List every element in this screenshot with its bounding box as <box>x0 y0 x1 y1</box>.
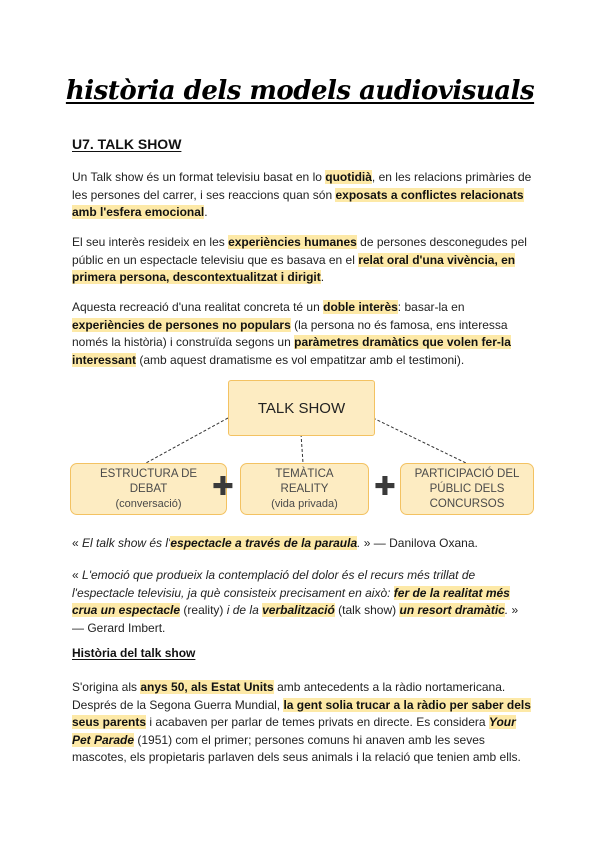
connector-left <box>146 418 228 463</box>
text: (la persona no és famosa, ens interessa només la història) i construïda segons un <box>72 317 508 349</box>
diagram-box-debate <box>70 463 227 515</box>
highlight: verbalització <box>262 603 335 617</box>
highlight: Your Pet Parade <box>72 715 516 747</box>
quote-text: L'emoció que produeix la contemplació del dolor és el recurs més trillat de l'espectacle televisiu, ja què consisteix precisament en això: <box>72 568 476 600</box>
text: « <box>72 568 83 582</box>
text: de persones desconegudes pel públic en un espectacle televisiu que es basava en el <box>72 235 527 267</box>
highlight: experiències de persones no populars <box>72 317 291 332</box>
quote-text: . <box>504 603 509 617</box>
highlight: paràmetres dramàtics que volen fer-la interessant <box>72 335 511 367</box>
highlight: espectacle a través de la paraula <box>170 536 358 550</box>
page-title: història dels models audiovisuals <box>65 76 535 106</box>
text: i acabaven per parlar de temes privats en directe. Es considera <box>146 715 489 729</box>
connector-center <box>301 434 303 463</box>
connector-right <box>373 418 466 463</box>
highlight: experiències humanes <box>228 235 357 249</box>
diagram-box-audience <box>400 463 534 515</box>
text: Un Talk show és un format televisiu basat en lo <box>72 170 326 184</box>
quote-text: . <box>357 536 361 550</box>
quote-author: » — Danilova Oxana. <box>360 536 478 550</box>
highlight: exposats a conflictes relacionats amb l'esfera emocional <box>72 187 524 219</box>
box-line: REALITY <box>280 482 329 495</box>
text: . <box>320 270 325 284</box>
text: (1951) com el primer; persones comuns hi anaven amb les seves mascotes, els propietaris parlaven dels seus animals i la relació que tenien amb ells. <box>72 732 521 764</box>
text: « <box>72 536 83 550</box>
diagram-box-reality <box>240 463 369 515</box>
highlight: la gent solia trucar a la ràdio per saber dels seus parents <box>72 697 531 729</box>
text: amb antecedents a la ràdio nortamericana. Després de la Segona Guerra Mundial, <box>72 680 506 712</box>
highlight: quotidià <box>325 170 372 184</box>
paragraph-interest <box>72 234 532 287</box>
quote-oxana <box>72 535 532 553</box>
quote-author: » — Gerard Imbert. <box>72 603 519 635</box>
plus-icon: ✚ <box>374 471 396 501</box>
diagram-center-box <box>228 380 375 436</box>
text: Aquesta recreació d'una realitat concreta té un <box>72 300 324 314</box>
box-line: CONCURSOS <box>429 497 505 510</box>
unit-heading: U7. TALK SHOW <box>72 136 182 152</box>
highlight: fer de la realitat més crua un espectacle <box>72 585 510 617</box>
text: (amb aquest dramatisme es vol empatitzar amb el testimoni). <box>136 352 465 367</box>
box-line: PARTICIPACIÓ DEL <box>414 467 520 480</box>
quote-text: i de la <box>226 603 263 617</box>
highlight: doble interès <box>323 300 398 314</box>
box-line: ESTRUCTURA DE <box>99 467 198 480</box>
quote-imbert <box>72 567 532 637</box>
paragraph-definition <box>72 169 532 222</box>
box-line: (vida privada) <box>271 497 338 510</box>
highlight: anys 50, als Estat Units <box>140 680 274 694</box>
text: (reality) <box>180 603 227 617</box>
paragraph-recreation <box>72 299 532 369</box>
plus-icon: ✚ <box>212 471 234 501</box>
highlight: relat oral d'una vivència, en primera persona, descontextualitzat i dirigit <box>72 252 516 284</box>
quote-text: El talk show és l' <box>82 536 171 550</box>
section-heading: Història del talk show <box>72 646 196 660</box>
text: El seu interès resideix en les <box>72 235 229 249</box>
text: . <box>204 205 208 219</box>
box-line: (conversació) <box>115 497 182 510</box>
diagram-center-label: TALK SHOW <box>257 399 346 417</box>
talk-show-diagram <box>66 380 536 520</box>
text: : basar-la en <box>397 300 465 314</box>
box-line: DEBAT <box>129 482 168 495</box>
text: S'origina als <box>72 680 141 694</box>
box-line: TEMÀTICA <box>275 467 334 480</box>
box-line: PÚBLIC DELS <box>429 482 505 495</box>
text: (talk show) <box>334 603 400 617</box>
highlight: un resort dramàtic <box>399 603 505 617</box>
text: , en les relacions primàries de les persones del carrer, i ses reaccions quan són <box>72 170 532 202</box>
paragraph-history <box>72 679 532 767</box>
